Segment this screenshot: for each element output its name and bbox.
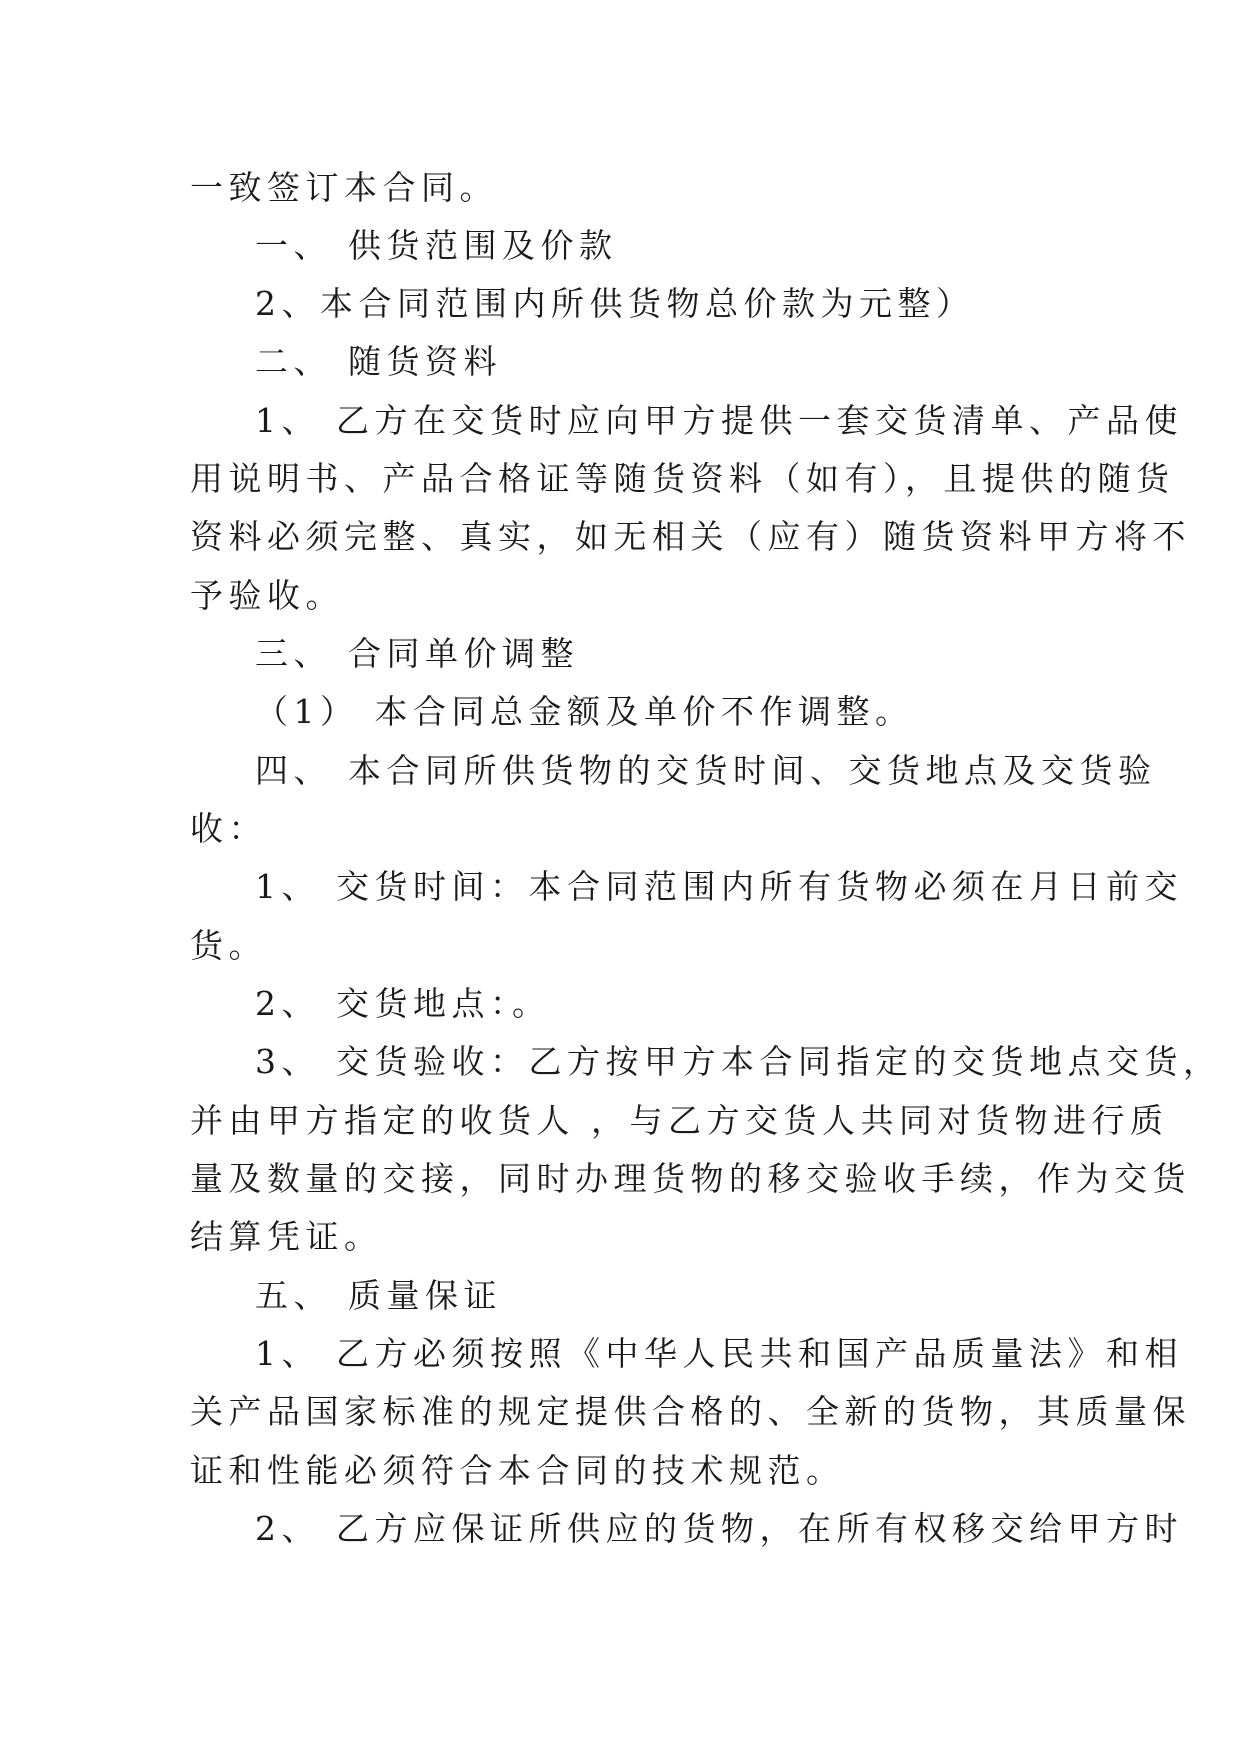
text-line: 2、本合同范围内所供货物总价款为元整） — [255, 284, 975, 323]
text-line: 1、 乙方在交货时应向甲方提供一套交货清单、产品使 — [255, 401, 1183, 440]
text-line: 货。 — [190, 926, 267, 965]
text-line: 结算凭证。 — [190, 1217, 383, 1256]
text-line: 证和性能必须符合本合同的技术规范。 — [190, 1451, 845, 1490]
text-line: 量及数量的交接，同时办理货物的移交验收手续，作为交货 — [190, 1159, 1191, 1198]
text-line: 用说明书、产品合格证等随货资料（如有），且提供的随货 — [190, 459, 1175, 498]
text-line: 资料必须完整、真实，如无相关（应有）随货资料甲方将不 — [190, 517, 1191, 556]
text-line: 予验收。 — [190, 576, 344, 615]
section-heading: 四、 本合同所供货物的交货时间、交货地点及交货验 — [255, 751, 1157, 790]
text-line: 2、 乙方应保证所供应的货物，在所有权移交给甲方时 — [255, 1509, 1183, 1548]
text-line: 2、 交货地点：。 — [255, 984, 551, 1023]
text-line: （1） 本合同总金额及单价不作调整。 — [255, 692, 914, 731]
section-heading: 五、 质量保证 — [255, 1276, 502, 1315]
text-line: 1、 乙方必须按照《中华人民共和国产品质量法》和相 — [255, 1334, 1183, 1373]
text-line: 3、 交货验收：乙方按甲方本合同指定的交货地点交货， — [255, 1042, 1222, 1081]
text-line: 收： — [190, 809, 267, 848]
section-heading: 二、 随货资料 — [255, 342, 502, 381]
section-heading: 一、 供货范围及价款 — [255, 226, 618, 265]
text-line: 一致签订本合同。 — [190, 168, 498, 207]
section-heading: 三、 合同单价调整 — [255, 634, 579, 673]
text-line: 1、 交货时间：本合同范围内所有货物必须在月日前交 — [255, 867, 1183, 906]
text-line: 关产品国家标准的规定提供合格的、全新的货物，其质量保 — [190, 1392, 1191, 1431]
text-line: 并由甲方指定的收货人 ，与乙方交货人共同对货物进行质 — [190, 1101, 1169, 1140]
